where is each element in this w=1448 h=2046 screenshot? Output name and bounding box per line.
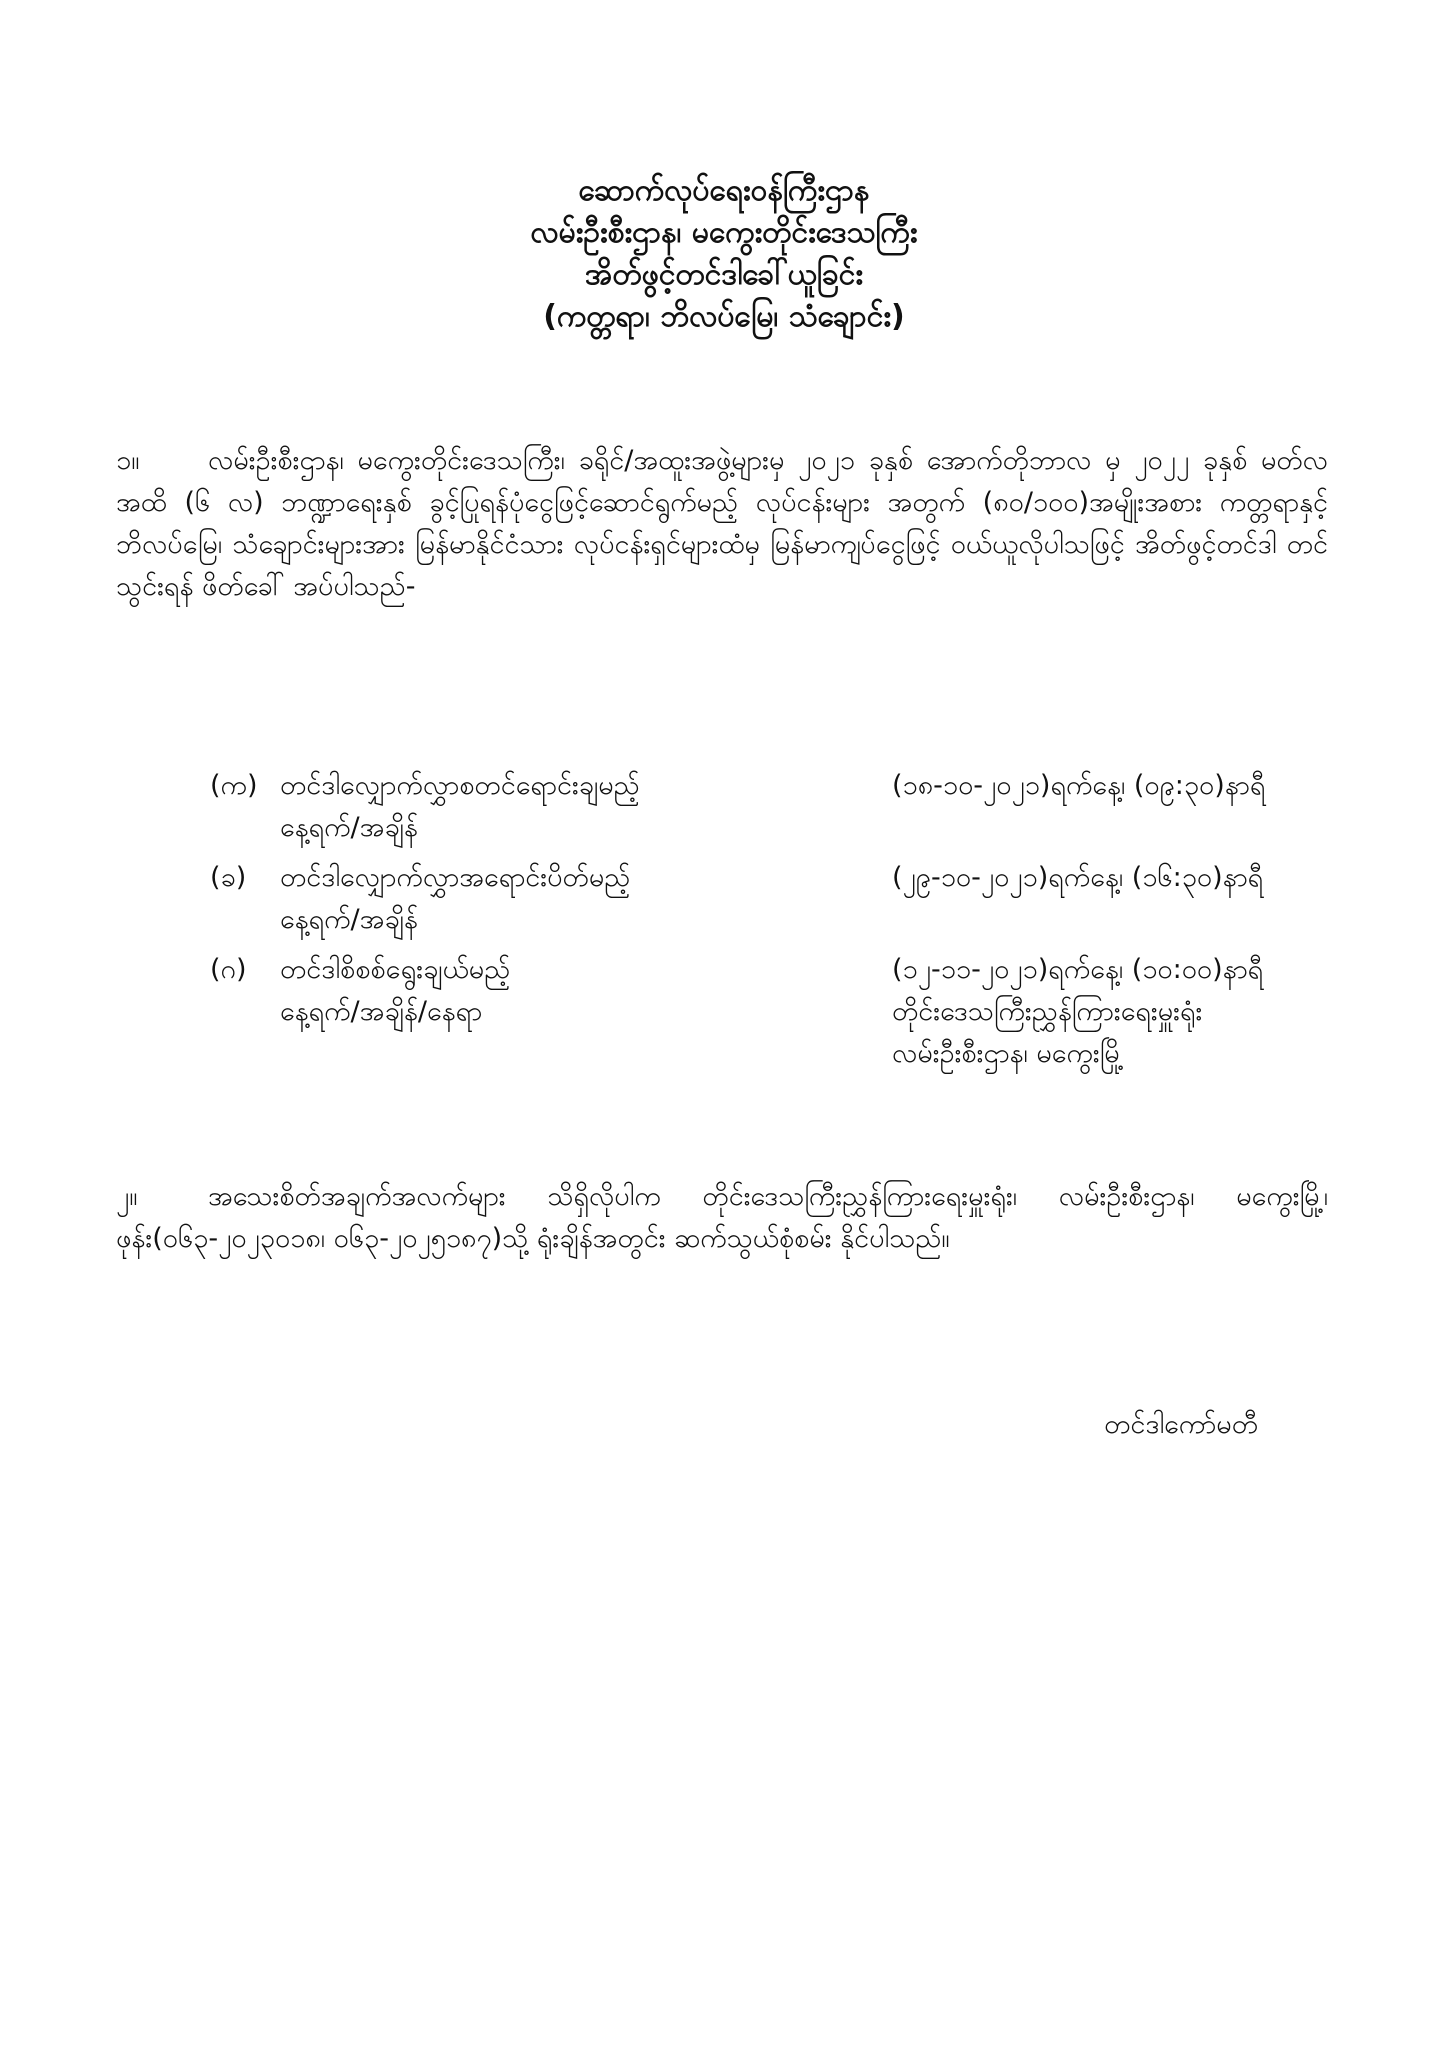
schedule-label: (ခ) xyxy=(210,862,247,893)
schedule-description-line: တင်ဒါစိစစ်ရွေးချယ်မည့် xyxy=(280,954,511,985)
schedule-value-line: တိုင်းဒေသကြီးညွှန်ကြားရေးမှူးရုံး xyxy=(892,996,1203,1027)
ministry-title: ဆောက်လုပ်ရေးဝန်ကြီးဌာန xyxy=(578,173,870,208)
document-header xyxy=(0,170,1448,338)
paragraph-1-number: ၁။ xyxy=(116,445,140,476)
schedule-description-line: နေ့ရက်/အချိန် xyxy=(280,812,418,843)
schedule-description xyxy=(280,949,892,1075)
schedule-row xyxy=(210,949,1328,1075)
schedule-description-line: နေ့ရက်/အချိန်/နေရာ xyxy=(280,996,483,1027)
schedule-label: (ဂ) xyxy=(210,954,247,985)
schedule-description xyxy=(280,765,892,849)
paragraph-2-text: အသေးစိတ်အချက်အလက်များ သိရှိလိုပါက တိုင်းဒေသကြီးညွှန်ကြားရေးမှူးရုံး၊ လမ်းဦးစီးဌာန၊ မကွေးမြို့၊ ဖုန်း(၀၆၃-၂၀၂၃၀၁၈၊ ၀၆၃-၂၀၂၅၁၈၇)သို့ ရုံးချိန်အတွင်း ဆက်သွယ်စုံစမ်း နိုင်ပါသည်။ xyxy=(116,1181,1328,1254)
schedule-label: (က) xyxy=(210,770,258,801)
tender-schedule xyxy=(210,765,1328,1083)
schedule-value-line: လမ်းဦးစီးဌာန၊ မကွေးမြို့ xyxy=(892,1038,1124,1069)
schedule-value-line: (၁၈-၁၀-၂၀၂၁)ရက်နေ့၊ (၀၉:၃၀)နာရီ xyxy=(892,770,1266,801)
schedule-value-line: (၁၂-၁၁-၂၀၂၁)ရက်နေ့၊ (၁၀:၀၀)နာရီ xyxy=(892,954,1264,985)
department-title: လမ်းဦးစီးဌာန၊ မကွေးတိုင်းဒေသကြီး xyxy=(530,215,918,250)
paragraph-1-text: လမ်းဦးစီးဌာန၊ မကွေးတိုင်းဒေသကြီး၊ ခရိုင်/အထူးအဖွဲ့များမှ ၂၀၂၁ ခုနှစ် အောက်တိုဘာလ မှ ၂၀၂၂ ခုနှစ် မတ်လအထိ (၆ လ) ဘဏ္ဍာရေးနှစ် ခွင့်ပြုရန်ပုံငွေဖြင့်ဆောင်ရွက်မည့် လုပ်ငန်းများ အတွက် (၈၀/၁၀၀)အမျိုးအစား ကတ္တရာနှင့် ဘိလပ်မြေ၊ သံချောင်းများအား မြန်မာနိုင်ငံသား လုပ်ငန်းရှင်များထံမှ မြန်မာကျပ်ငွေဖြင့် ဝယ်ယူလိုပါသဖြင့် အိတ်ဖွင့်တင်ဒါ တင်သွင်းရန် ဖိတ်ခေါ် အပ်ပါသည်- xyxy=(116,445,1328,602)
schedule-description-line: တင်ဒါလျှောက်လွှာအရောင်းပိတ်မည့် xyxy=(280,862,631,893)
schedule-value-line: (၂၉-၁၀-၂၀၂၁)ရက်နေ့၊ (၁၆:၃၀)နာရီ xyxy=(892,862,1264,893)
materials-title: (ကတ္တရာ၊ ဘိလပ်မြေ၊ သံချောင်း) xyxy=(543,299,905,334)
schedule-row xyxy=(210,765,1328,849)
paragraph-1 xyxy=(116,440,1328,608)
schedule-description-line: တင်ဒါလျှောက်လွှာစတင်ရောင်းချမည့် xyxy=(280,770,640,801)
schedule-value xyxy=(892,765,1328,849)
schedule-description xyxy=(280,857,892,941)
schedule-row xyxy=(210,857,1328,941)
schedule-value xyxy=(892,857,1328,941)
signature-committee: တင်ဒါကော်မတီ xyxy=(1104,1409,1258,1440)
tender-title: အိတ်ဖွင့်တင်ဒါခေါ်ယူခြင်း xyxy=(584,257,864,292)
schedule-value xyxy=(892,949,1328,1075)
schedule-description-line: နေ့ရက်/အချိန် xyxy=(280,904,418,935)
paragraph-2-number: ၂။ xyxy=(116,1181,138,1212)
paragraph-2 xyxy=(116,1176,1328,1260)
